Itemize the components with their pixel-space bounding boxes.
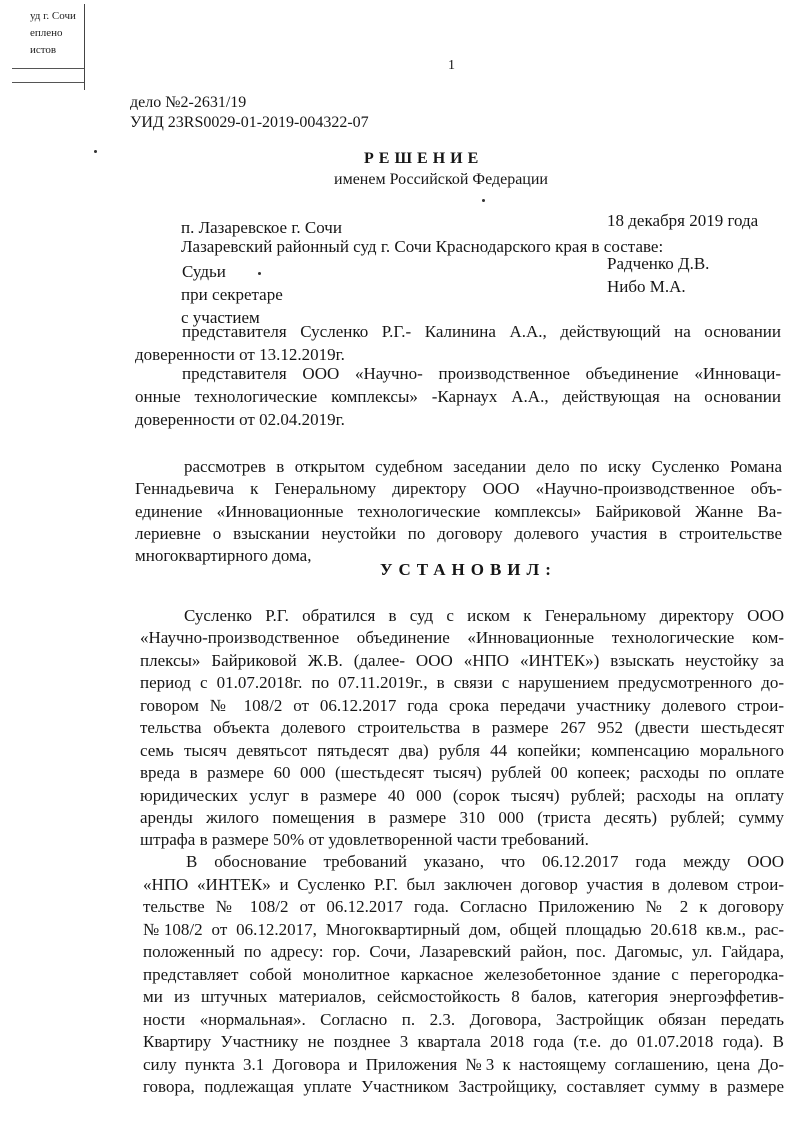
representative-2-line: доверенности от 02.04.2019г. [135,410,345,429]
paragraph-1-line: аренды жилого помещения в размере 310 000 (триста десять) рублей; сумму [140,808,784,827]
representative-1-line: представителя Сусленко Р.Г.- Калинина А.А., действующий на основании [182,322,781,341]
stamp-rule [12,68,84,69]
representative-2-line: представителя ООО «Научно- производственное объединение «Инноваци- [182,364,781,383]
stamp-rule [12,82,84,83]
stamp-line-2: еплено [30,27,63,39]
paragraph-1-line: Сусленко Р.Г. обратился в суд с иском к Генеральному директору ООО [184,606,784,625]
paragraph-1-line: период с 01.07.2018г. по 07.11.2019г., в связи с нарушением предусмотренного до- [140,673,784,692]
paragraph-2-line: ми из штучных материалов, сейсмостойкость 8 балов, категория энергоэффетив- [143,987,784,1006]
court-composition: Лазаревский районный суд г. Сочи Краснодарского края в составе: [181,237,664,256]
case-number: дело №2-2631/19 [130,94,247,111]
paragraph-1-line: говором № 108/2 от 06.12.2017 года срока передачи участнику долевого строи- [140,696,784,715]
paragraph-2-line: №108/2 от 06.12.2017, Многоквартирный дом, общей площадью 20.618 кв.м., рас- [143,920,784,939]
stamp-line-3: истов [30,44,57,56]
participation-label: с участием [181,308,260,327]
court-stamp [0,0,86,88]
stamp-border [84,4,85,90]
paragraph-2-line: В обоснование требований указано, что 06.12.2017 года между ООО [186,852,784,871]
paragraph-2-line: силу пункта 3.1 Договора и Приложения №3 к настоящему соглашению, цена До- [143,1055,784,1074]
paragraph-1-line: штрафа в размере 50% от удовлетворенной части требований. [140,830,589,849]
paragraph-1-line: семь тысяч девятьсот пятьдесят два) рубля 44 копейки; компенсацию морального [140,741,784,760]
page-mark: 1 [448,58,455,73]
judge-name: Радченко Д.В. [607,254,710,273]
place: п. Лазаревское г. Сочи [181,218,342,237]
judge-label: Судьи [182,262,226,281]
paragraph-1-line: «Научно-производственное объединение «Инновационные технологические ком- [140,628,784,647]
paragraph-2-line: говора, подлежащая уплате Участником Застройщику, составляет сумму в размере [143,1077,784,1096]
document-title: РЕШЕНИЕ [364,150,484,167]
paragraph-2-line: положенный по адресу: гор. Сочи, Лазаревский район, пос. Дагомыс, ул. Гайдара, [143,942,784,961]
scan-speck [482,199,485,202]
case-uid: УИД 23RS0029-01-2019-004322-07 [130,114,369,131]
paragraph-1-line: плексы» Байриковой Ж.В. (далее- ООО «НПО «ИНТЕК») взыскать неустойку за [140,651,784,670]
paragraph-2-line: тельстве № 108/2 от 06.12.2017 года. Согласно Приложению № 2 к договору [143,897,784,916]
paragraph-2-line: ности «нормальная». Согласно п. 2.3. Договора, Застройщик обязан передать [143,1010,784,1029]
representative-2-line: онные технологические комплексы» -Карнаух А.А., действующая на основании [135,387,781,406]
scan-speck [258,272,261,275]
paragraph-2-line: «НПО «ИНТЕК» и Сусленко Р.Г. был заключен договор участия в долевом строи- [143,875,784,894]
scan-speck [94,150,97,153]
intro-line: Геннадьевича к Генеральному директору ООО «Научно-производственное объ- [135,479,782,498]
intro-line: рассмотрев в открытом судебном заседании дело по иску Сусленко Романа [184,457,782,476]
intro-line: лериевне о взыскании неустойки по договору долевого участия в строительстве [135,524,782,543]
paragraph-2-line: Квартиру Участнику не позднее 3 квартала 2018 года (т.е. до 01.07.2018 года). В [143,1032,784,1051]
date: 18 декабря 2019 года [607,211,759,230]
paragraph-1-line: вреда в размере 60 000 (шестьдесят тысяч) рублей 00 копеек; расходы по оплате [140,763,784,782]
document-subtitle: именем Российской Федерации [334,171,548,188]
paragraph-1-line: тельства объекта долевого строительства в размере 267 952 (двести шестьдесят [140,718,784,737]
intro-line: многоквартирного дома, [135,546,312,565]
secretary-label: при секретаре [181,285,283,304]
representative-1-line: доверенности от 13.12.2019г. [135,345,345,364]
paragraph-1-line: юридических услуг в размере 40 000 (сорок тысяч) рублей; расходы на оплату [140,786,784,805]
paragraph-2-line: представляет собой монолитное каркасное железобетонное здание с перегородка- [143,965,784,984]
intro-line: единение «Инновационные технологические комплексы» Байриковой Жанне Ва- [135,502,782,521]
section-heading: УСТАНОВИЛ: [380,560,557,579]
stamp-line-1: уд г. Сочи [30,10,76,22]
secretary-name: Нибо М.А. [607,277,686,296]
